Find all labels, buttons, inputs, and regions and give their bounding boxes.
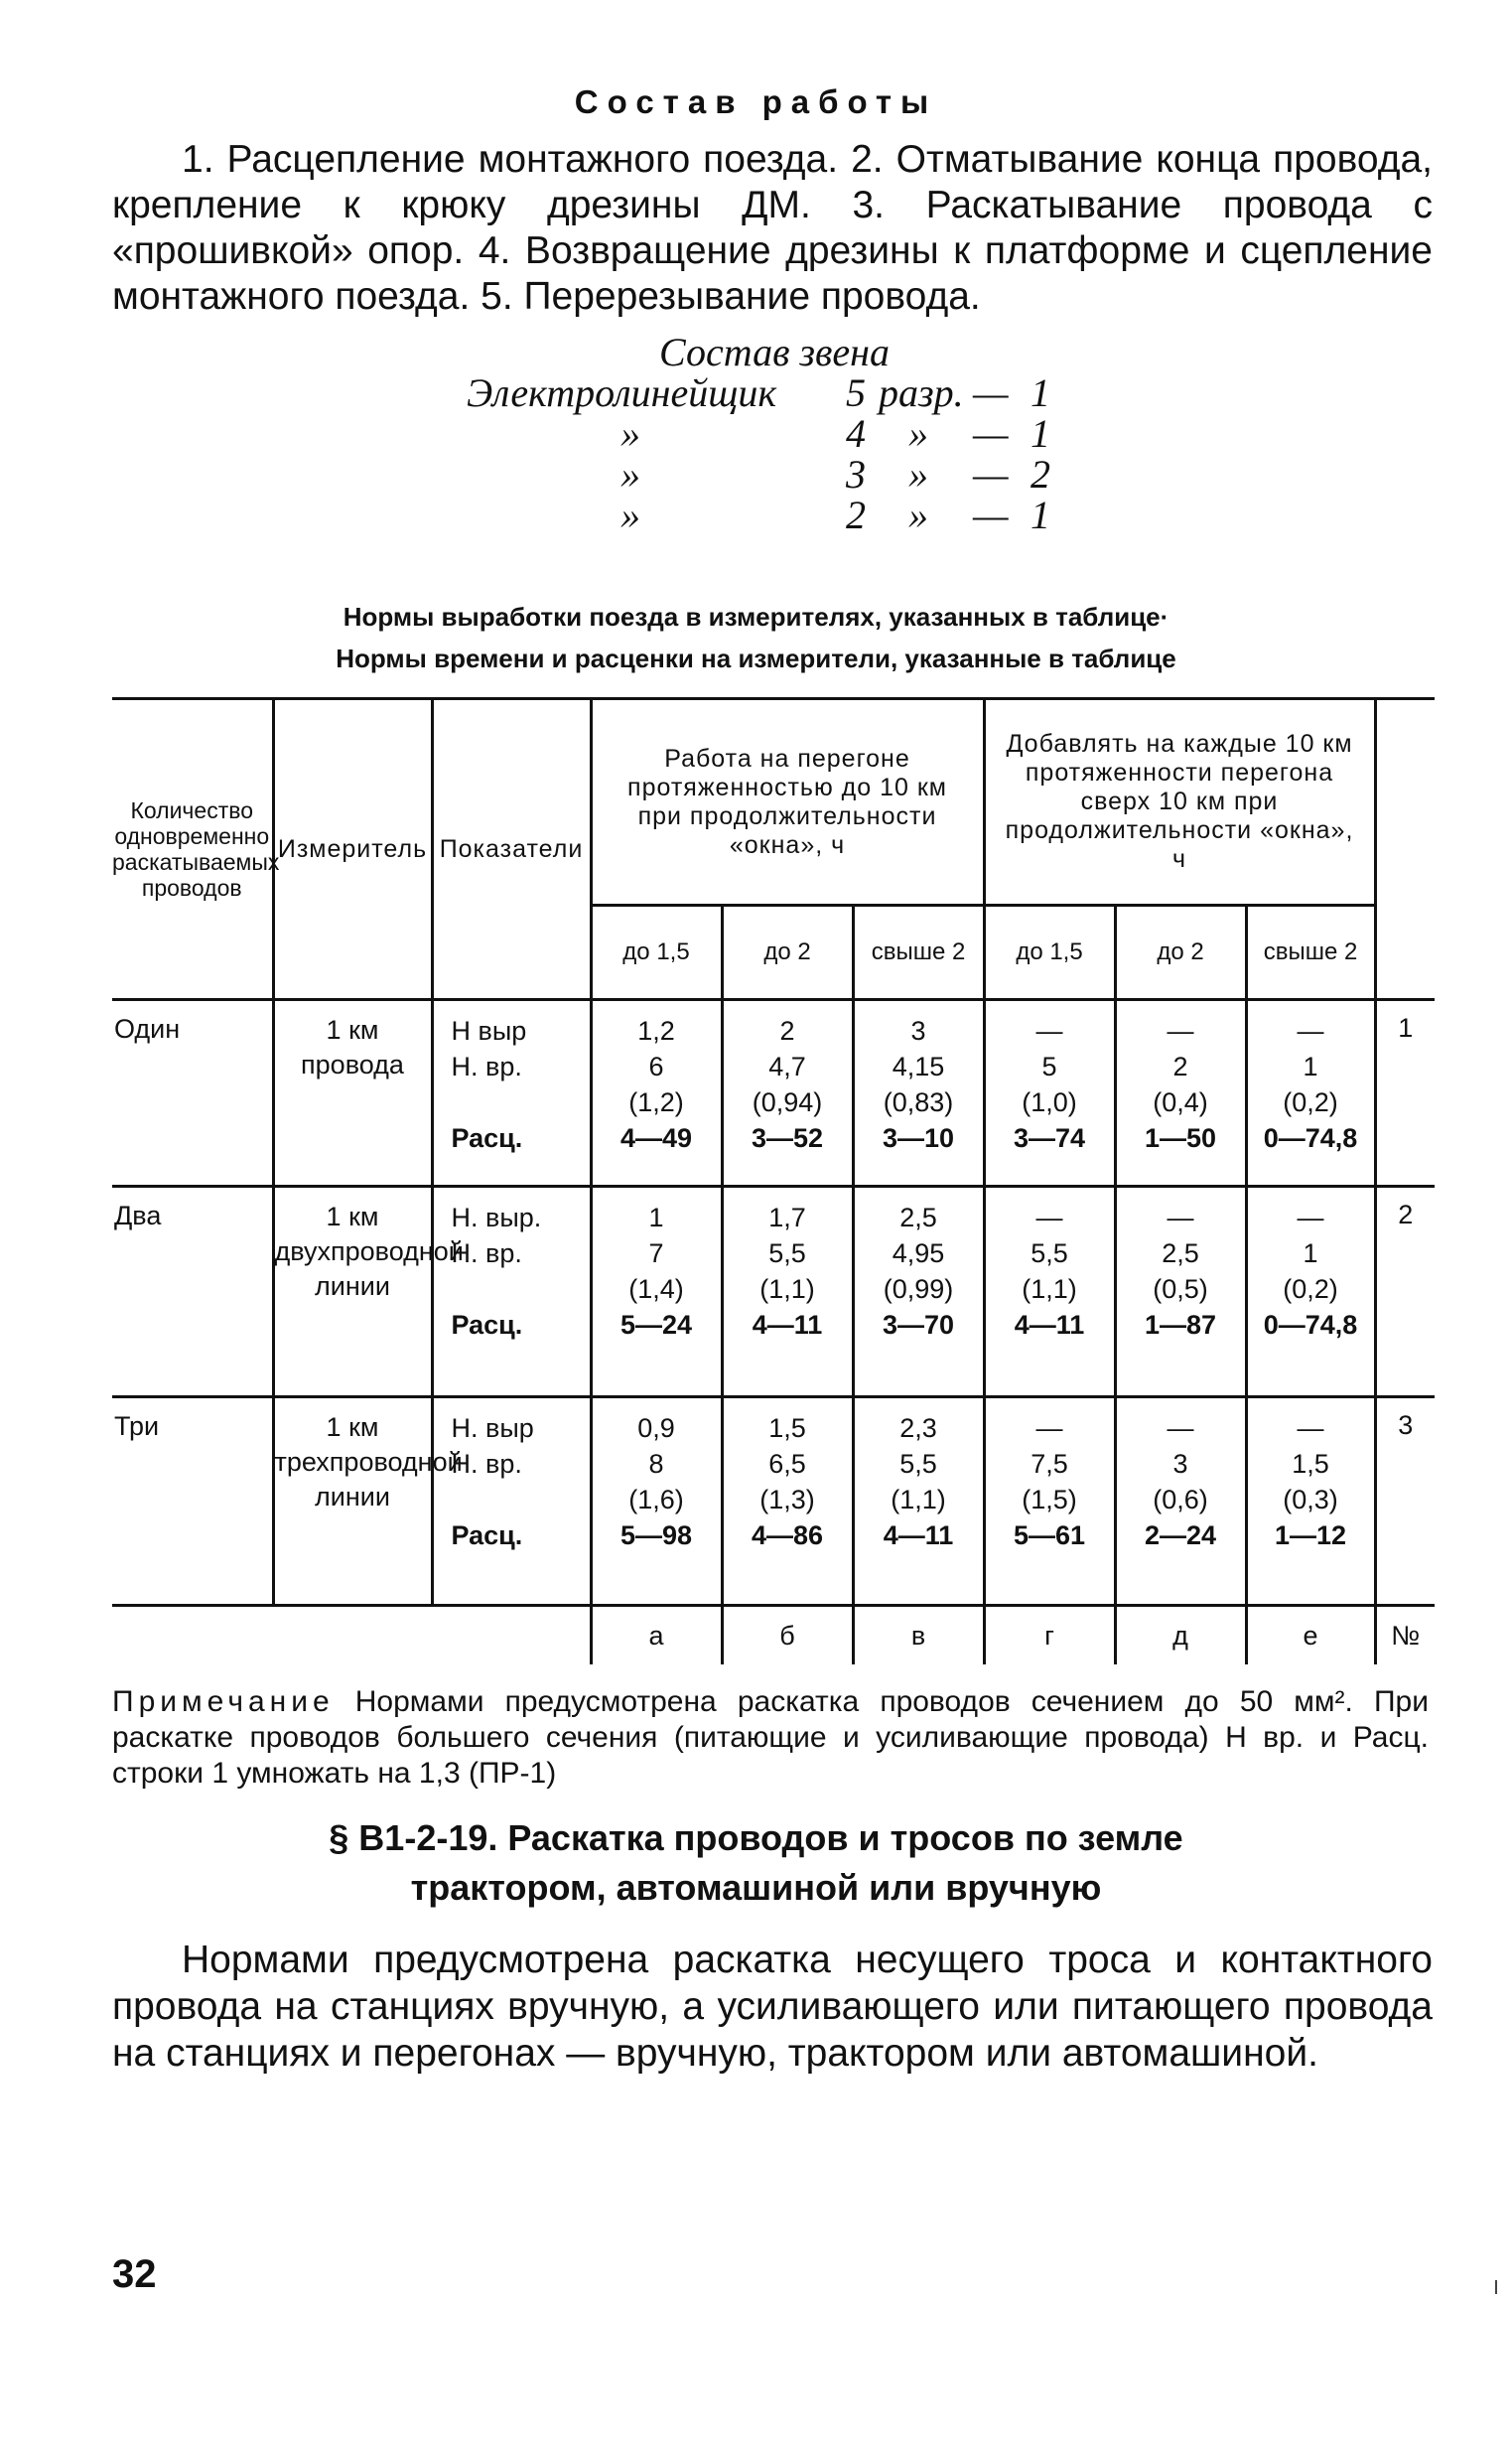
crew-row (467, 413, 1102, 454)
row-measure: 1 км трехпроводной линии (273, 1397, 432, 1606)
value: 5 (1041, 1052, 1057, 1081)
crew-dash: — (973, 452, 1009, 497)
indicator: Расц. (451, 1520, 523, 1550)
value: 4—11 (1014, 1310, 1085, 1340)
value: 4—11 (752, 1310, 823, 1340)
crew-row (467, 495, 1102, 535)
norm-caption-1: Нормы выработки поезда в измерителях, указанных в таблице· (343, 602, 1169, 632)
value-cell (984, 1187, 1115, 1397)
value: (1,0) (1022, 1087, 1077, 1117)
indicator: Н выр (451, 1016, 527, 1046)
header-measure: Измеритель (273, 699, 432, 1000)
crew-row (467, 454, 1102, 495)
indicator: Расц. (451, 1310, 523, 1340)
crew-composition (467, 332, 1102, 535)
value-cell (1115, 1397, 1246, 1606)
indicator: Н. вр. (451, 1238, 522, 1268)
value: 2—24 (1144, 1520, 1217, 1550)
edge-mark (1495, 2280, 1505, 2294)
value: (1,4) (628, 1274, 684, 1304)
value: 1—87 (1144, 1310, 1217, 1340)
crew-name: » (620, 493, 640, 537)
value: 1—50 (1144, 1123, 1217, 1153)
crew-grade: 4 (846, 411, 866, 456)
value: (1,1) (1022, 1274, 1077, 1304)
value-cell (984, 1000, 1115, 1187)
page-number: 32 (112, 2252, 157, 2296)
crew-grade: 3 (846, 452, 866, 497)
value: — (1167, 1203, 1194, 1232)
indicator-spacer (452, 1084, 590, 1120)
value: (0,2) (1283, 1087, 1338, 1117)
value-cell (1246, 1187, 1375, 1397)
value: 1,5 (768, 1413, 806, 1443)
value: — (1297, 1203, 1324, 1232)
row-indicators (432, 1187, 591, 1397)
value: 3—52 (751, 1123, 824, 1153)
crew-qty: 1 (1031, 370, 1050, 415)
norm-caption-2: Нормы времени и расценки на измерители, указанные в таблице (336, 644, 1176, 673)
value: 1,7 (768, 1203, 806, 1232)
value: 5—61 (1013, 1520, 1086, 1550)
crew-grade: 5 (846, 370, 866, 415)
value: 1,2 (637, 1016, 675, 1046)
crew-unit: » (908, 493, 928, 537)
row-measure: 1 км двухпроводной линии (273, 1187, 432, 1397)
row-label: Один (114, 1014, 181, 1044)
value: 7 (648, 1238, 664, 1268)
value: (0,83) (883, 1087, 954, 1117)
value-cell (853, 1397, 984, 1606)
table-row (112, 1000, 1435, 1187)
row-indicators (432, 1000, 591, 1187)
value: 3—70 (882, 1310, 955, 1340)
value: 8 (648, 1449, 664, 1479)
value: 2,5 (899, 1203, 937, 1232)
value: (0,5) (1153, 1274, 1208, 1304)
value-cell (984, 1397, 1115, 1606)
subheader: до 1,5 (984, 906, 1115, 1000)
value: 2 (779, 1016, 795, 1046)
row-number: 1 (1375, 1000, 1435, 1187)
row-label: Два (114, 1201, 162, 1230)
section-text: Нормами предусмотрена раскатка несущего троса и контактного провода на станциях вручную, а усиливающего или питающего провода на станциях и перегонах — вручную, трактором или автомашиной. (112, 1939, 1433, 2075)
column-key: б (722, 1606, 853, 1665)
header-group-2: Добавлять на каждые 10 км протяженности перегона сверх 10 км при продолжительности «окна», ч (984, 699, 1375, 906)
note-lead: Примечание (112, 1685, 335, 1718)
value-cell (1246, 1000, 1375, 1187)
value: 5—98 (619, 1520, 693, 1550)
value-cell (591, 1000, 722, 1187)
subheader: свыше 2 (1246, 906, 1375, 1000)
value-cell (722, 1000, 853, 1187)
value: — (1297, 1016, 1324, 1046)
value: 1 (1303, 1052, 1318, 1081)
note-text: Нормами предусмотрена раскатка проводов сечением до 50 мм². При раскатке проводов большего сечения (питающие и усиливающие провода) Н вр. и Расц. строки 1 умножать на 1,3 (ПР-1) (112, 1685, 1429, 1790)
crew-dash: — (973, 411, 1009, 456)
value: (1,2) (628, 1087, 684, 1117)
value: — (1035, 1016, 1063, 1046)
value: 1,5 (1292, 1449, 1329, 1479)
column-key-num: № (1375, 1606, 1435, 1665)
section-heading-line-2: трактором, автомашиной или вручную (410, 1867, 1102, 1908)
column-key: а (591, 1606, 722, 1665)
row-number: 3 (1375, 1397, 1435, 1606)
value-cell (1115, 1187, 1246, 1397)
value: 7,5 (1031, 1449, 1068, 1479)
value: 3 (910, 1016, 926, 1046)
value: 2,3 (899, 1413, 937, 1443)
value: — (1167, 1413, 1194, 1443)
indicator: Н. выр. (451, 1203, 542, 1232)
crew-qty: 2 (1031, 452, 1050, 497)
value: 1—12 (1274, 1520, 1347, 1550)
value: (0,4) (1153, 1087, 1208, 1117)
header-count: Количество одновременно раскатываемых проводов (112, 797, 280, 901)
value: 3 (1172, 1449, 1188, 1479)
row-indicators (432, 1397, 591, 1606)
value: (0,94) (752, 1087, 823, 1117)
header-group-1: Работа на перегоне протяженностью до 10 км при продолжительности «окна», ч (591, 699, 984, 906)
crew-unit: » (908, 452, 928, 497)
subheader: до 2 (722, 906, 853, 1000)
key-blank (112, 1606, 273, 1665)
work-composition-text: 1. Расцепление монтажного поезда. 2. Отматывание конца провода, крепление к крюку дрезины ДМ. 3. Раскатывание провода с «прошивкой» опор. 4. Возвращение дрезины к платформе и сцепление монтажного поезда. 5. Перерезывание провода. (112, 138, 1433, 318)
value: 4,95 (892, 1238, 945, 1268)
row-measure: 1 км провода (273, 1000, 432, 1187)
value: 0—74,8 (1263, 1310, 1358, 1340)
row-number: 2 (1375, 1187, 1435, 1397)
column-key: г (984, 1606, 1115, 1665)
value-cell (722, 1187, 853, 1397)
column-key: е (1246, 1606, 1375, 1665)
value: 4—49 (619, 1123, 693, 1153)
value: 4—86 (751, 1520, 824, 1550)
value-cell (1115, 1000, 1246, 1187)
value: (0,6) (1153, 1485, 1208, 1514)
value: 0—74,8 (1263, 1123, 1358, 1153)
subheader: до 2 (1115, 906, 1246, 1000)
column-key: в (853, 1606, 984, 1665)
indicator: Расц. (451, 1123, 523, 1153)
crew-name: Электролинейщик (467, 370, 777, 415)
table-row (112, 1187, 1435, 1397)
value-cell (722, 1397, 853, 1606)
crew-unit: разр. (879, 370, 964, 415)
value: (1,3) (759, 1485, 815, 1514)
row-label: Три (114, 1411, 160, 1441)
value: 5,5 (768, 1238, 806, 1268)
value-cell (591, 1187, 722, 1397)
value: 5,5 (1031, 1238, 1068, 1268)
value: 2,5 (1162, 1238, 1199, 1268)
value: 4,7 (768, 1052, 806, 1081)
value: (1,6) (628, 1485, 684, 1514)
value: (1,5) (1022, 1485, 1077, 1514)
section-heading-line-1: § В1-2-19. Раскатка проводов и тросов по земле (329, 1817, 1183, 1858)
value: 3—74 (1013, 1123, 1086, 1153)
value: 5—24 (619, 1310, 693, 1340)
crew-dash: — (973, 370, 1009, 415)
value-cell (591, 1397, 722, 1606)
crew-row (467, 372, 1102, 413)
value: 4—11 (883, 1520, 954, 1550)
indicator: Н. вр. (451, 1449, 522, 1479)
key-blank (273, 1606, 432, 1665)
value: — (1035, 1203, 1063, 1232)
value: 0,9 (637, 1413, 675, 1443)
value: (0,3) (1283, 1485, 1338, 1514)
value-cell (1246, 1397, 1375, 1606)
crew-grade: 2 (846, 493, 866, 537)
value: — (1035, 1413, 1063, 1443)
crew-dash: — (973, 493, 1009, 537)
value: (1,1) (759, 1274, 815, 1304)
value: (1,1) (891, 1485, 946, 1514)
value: (0,2) (1283, 1274, 1338, 1304)
value: 1 (1303, 1238, 1318, 1268)
crew-qty: 1 (1031, 411, 1050, 456)
key-blank (432, 1606, 591, 1665)
header-indicators: Показатели (432, 699, 591, 1000)
value: 1 (648, 1203, 664, 1232)
indicator-spacer (452, 1271, 590, 1307)
header-num-blank (1375, 699, 1435, 1000)
value: (0,99) (883, 1274, 954, 1304)
subheader: до 1,5 (591, 906, 722, 1000)
value: 6 (648, 1052, 664, 1081)
value: — (1167, 1016, 1194, 1046)
value: 6,5 (768, 1449, 806, 1479)
table-row (112, 1397, 1435, 1606)
value: 2 (1172, 1052, 1188, 1081)
indicator: Н. вр. (451, 1052, 522, 1081)
value: — (1297, 1413, 1324, 1443)
value: 3—10 (882, 1123, 955, 1153)
crew-name: » (620, 411, 640, 456)
norms-table (112, 697, 1435, 1664)
column-key-row (112, 1606, 1435, 1665)
crew-name: » (620, 452, 640, 497)
crew-qty: 1 (1031, 493, 1050, 537)
table-note (112, 1684, 1429, 1792)
column-key: д (1115, 1606, 1246, 1665)
subheader: свыше 2 (853, 906, 984, 1000)
value: 4,15 (892, 1052, 945, 1081)
indicator-spacer (452, 1482, 590, 1517)
work-composition-title: Состав работы (574, 83, 938, 120)
crew-title: Состав звена (658, 330, 890, 374)
indicator: Н. выр (451, 1413, 534, 1443)
table-header-row (112, 699, 1435, 906)
value-cell (853, 1187, 984, 1397)
crew-unit: » (908, 411, 928, 456)
value: 5,5 (899, 1449, 937, 1479)
value-cell (853, 1000, 984, 1187)
